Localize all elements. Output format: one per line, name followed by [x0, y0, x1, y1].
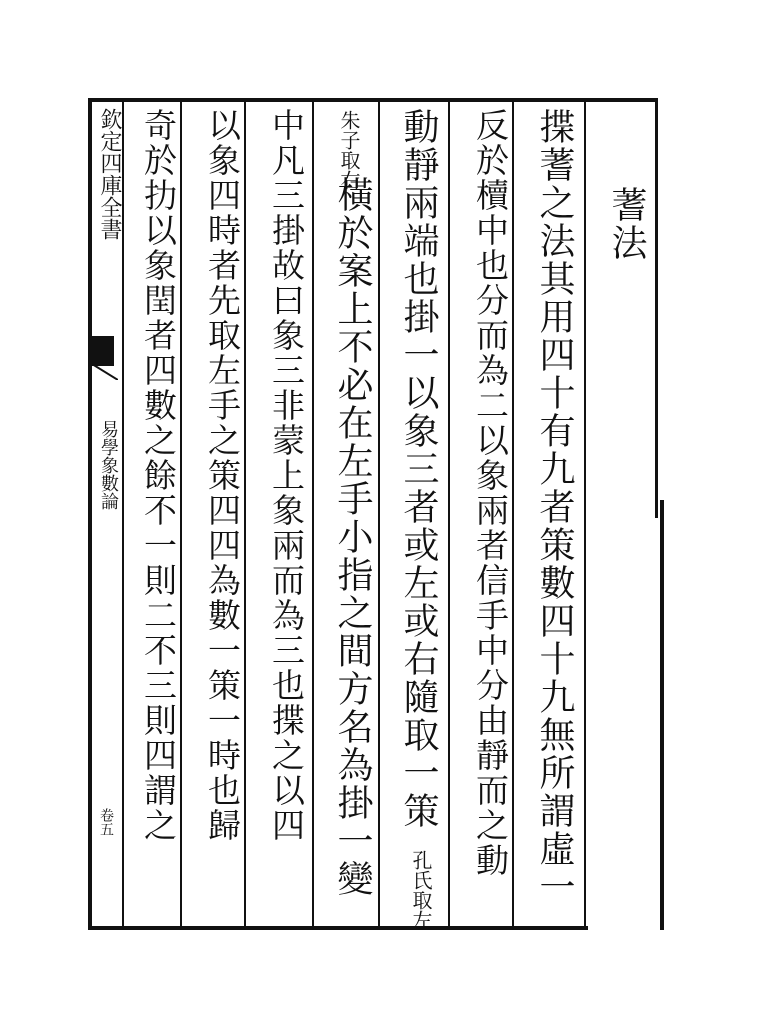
column-rule	[180, 100, 182, 926]
fishtail-block	[92, 336, 114, 366]
text-column-4: 橫於案上不必在左手小指之間方名為掛一變	[332, 176, 373, 898]
folio-number: 卷五	[98, 808, 114, 836]
note-zhuzi: 朱子取右	[337, 110, 361, 190]
frame-right-border	[655, 98, 658, 518]
frame-left-border	[88, 98, 92, 930]
column-rule	[312, 100, 314, 926]
column-rule	[122, 100, 124, 926]
text-column-1: 揲蓍之法其用四十有九者策數四十九無所謂虛一	[534, 108, 575, 906]
text-column-5: 中凡三掛故曰象三非蒙上象兩而為三也揲之以四	[267, 108, 306, 843]
column-rule	[584, 100, 586, 926]
frame-top-border	[88, 98, 658, 102]
column-rule	[244, 100, 246, 926]
column-rule	[512, 100, 514, 926]
section-heading: 蓍法	[606, 186, 647, 262]
text-column-3: 動靜兩端也掛一以象三者或左或右隨取一策	[398, 108, 439, 830]
column-rule	[378, 100, 380, 926]
column-rule	[448, 100, 450, 926]
text-column-7: 奇於扐以象閏者四數之餘不一則二不三則四謂之	[139, 108, 178, 843]
book-title: 易學象數論	[98, 420, 119, 510]
frame-bottom-border	[88, 926, 588, 930]
text-column-6: 以象四時者先取左手之策四四為數一策一時也歸	[203, 108, 242, 843]
fishtail-mark	[92, 364, 118, 380]
collection-title: 欽定四庫全書	[97, 108, 122, 240]
note-kongshi: 孔氏取左	[409, 850, 433, 930]
frame-right-edge	[660, 500, 664, 930]
text-column-2: 反於櫝中也分而為二以象兩者信手中分由靜而之動	[471, 108, 510, 878]
